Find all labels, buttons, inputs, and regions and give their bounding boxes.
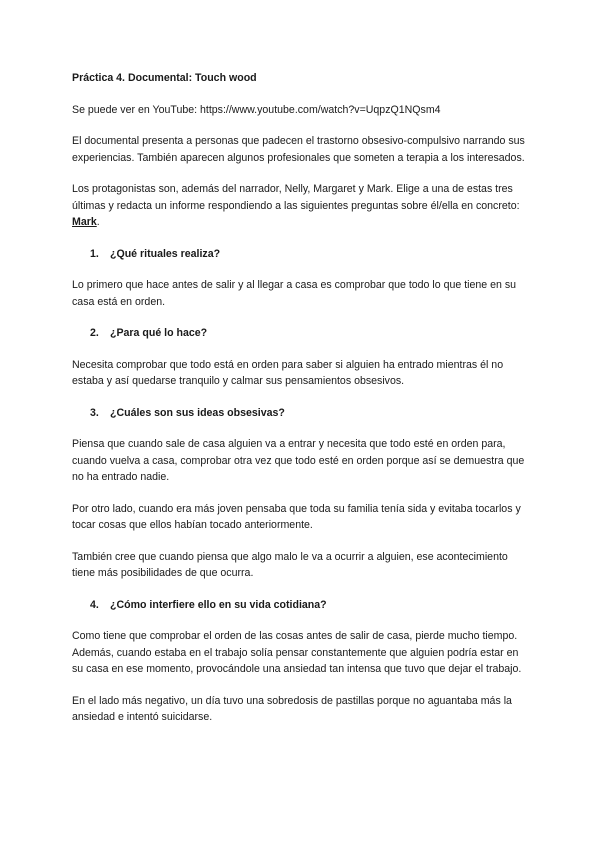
answer-paragraph: Por otro lado, cuando era más joven pensaba que toda su familia tenía sida y evitaba tocarlos y tocar cosas que ellos habían tocado anteriormente. [72, 502, 521, 531]
question-text: ¿Cuáles son sus ideas obsesivas? [110, 406, 285, 419]
answer-paragraph: Piensa que cuando sale de casa alguien va a entrar y necesita que todo esté en orden para, cuando vuelva a casa, comprobar otra vez que todo esté en orden porque así se demuestra que no ha entrado nadie. [72, 438, 525, 483]
intro-paragraph: El documental presenta a personas que padecen el trastorno obsesivo-compulsivo narrando sus experiencias. También aparecen algunos profesionales que someten a terapia a los interesados. [72, 135, 525, 164]
answer-paragraph: Necesita comprobar que todo está en orden para saber si alguien ha entrado mientras él no estaba y así quedarse tranquilo y calmar sus pensamientos obsesivos. [72, 358, 504, 387]
protagonists-paragraph [72, 181, 532, 231]
answer-paragraph: En el lado más negativo, un día tuvo una sobredosis de pastillas porque no aguantaba más la ansiedad e intentó suicidarse. [72, 694, 512, 723]
protagonists-text: Los protagonistas son, además del narrador, Nelly, Margaret y Mark. Elige a una de estas tres últimas y redacta un informe respondiendo a las siguientes preguntas sobre él/ella en concreto: [72, 183, 520, 212]
chosen-suffix: . [96, 216, 100, 228]
answer-paragraph: También cree que cuando piensa que algo malo le va a ocurrir a alguien, ese acontecimiento tiene más posibilidades de que ocurra. [72, 550, 508, 579]
page-title: Práctica 4. Documental: Touch wood [72, 72, 257, 84]
question-heading [72, 597, 532, 614]
question-text: ¿Para qué lo hace? [110, 327, 208, 339]
question-heading [72, 325, 532, 342]
answer-paragraph: Como tiene que comprobar el orden de las cosas antes de salir de casa, pierde mucho tiempo. Además, cuando estaba en el trabajo solía pensar constantemente que alguien podría estar en su casa en ese momento, provocándole una ansiedad tan intensa que tuvo que dejar el trabajo. [72, 630, 522, 675]
document-body [72, 70, 532, 741]
question-number: 1. [90, 247, 99, 260]
youtube-link-line: Se puede ver en YouTube: https://www.youtube.com/watch?v=UqpzQ1NQsm4 [72, 103, 441, 116]
question-number: 3. [90, 406, 99, 419]
answer-paragraph: Lo primero que hace antes de salir y al llegar a casa es comprobar que todo lo que tiene en su casa está en orden. [72, 279, 517, 308]
question-heading [72, 405, 532, 422]
question-text: ¿Cómo interfiere ello en su vida cotidiana? [110, 598, 327, 611]
question-heading [72, 246, 532, 263]
question-text: ¿Qué rituales realiza? [110, 247, 221, 260]
question-number: 2. [90, 327, 99, 339]
question-number: 4. [90, 598, 99, 611]
chosen-protagonist: Mark [72, 216, 97, 228]
